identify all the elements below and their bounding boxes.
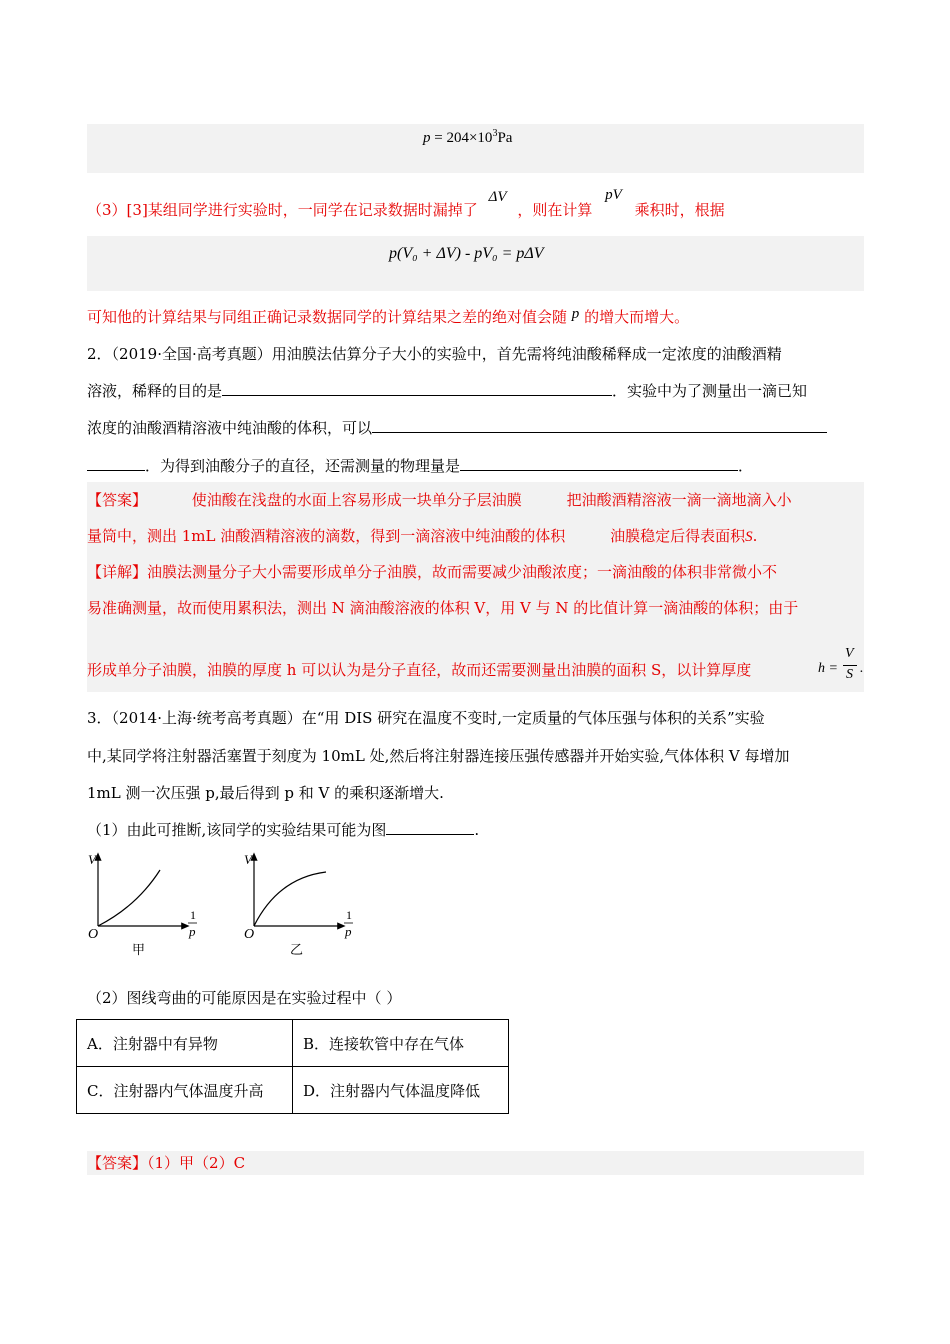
curve-yi	[254, 872, 326, 926]
detail2-line3: 形成单分子油膜，油膜的厚度 h 可以认为是分子直径，故而还需要测量出油膜的面积 S，以计算厚度	[87, 661, 752, 679]
q2-line2: 溶液，稀释的目的是 ．实验中为了测量出一滴已知	[87, 382, 808, 400]
options-table	[76, 1019, 509, 1114]
answer3-line: 【答案】（1）甲（2）C	[87, 1154, 246, 1172]
options-row	[77, 1067, 509, 1114]
caption-jia: 甲	[132, 943, 146, 958]
detail2-line1: 【详解】油膜法测量分子大小需要形成单分子油膜，故而需要减少油酸浓度；一滴油酸的体积非常微小不	[87, 563, 778, 581]
options-row	[77, 1020, 509, 1067]
formula-delta: p(V₀ + ΔV) - pV₀ = pΔV	[389, 245, 544, 262]
q2-blank-2-cont[interactable]	[87, 456, 145, 471]
delta-v-symbol: ΔV	[488, 189, 507, 205]
conclusion-line: 可知他的计算结果与同组正确记录数据同学的计算结果之差的绝对值会随 p 的增大而增大。	[87, 306, 690, 326]
y-label: V	[88, 852, 96, 867]
x-label-den: p	[189, 924, 196, 939]
q3-line3: 1mL 测一次压强 p,最后得到 p 和 V 的乘积逐渐增大.	[87, 784, 444, 802]
q3-sub2: （2）图线弯曲的可能原因是在实验过程中（ ）	[87, 989, 402, 1007]
x-label-num: 1	[190, 908, 196, 922]
origin-label: O	[88, 927, 99, 942]
formula-block-2	[87, 236, 864, 291]
y-label: V	[244, 852, 252, 867]
x-label-num: 1	[346, 908, 352, 922]
q2-blank-2[interactable]	[372, 418, 827, 433]
pv-symbol: pV	[605, 187, 622, 203]
q3-line2: 中,某同学将注射器活塞置于刻度为 10mL 处,然后将注射器连接压强传感器并开始实验,气体体积 V 每增加	[87, 747, 790, 765]
q2-blank-1[interactable]	[222, 381, 612, 396]
caption-yi: 乙	[290, 943, 304, 958]
q3-sub1: （1）由此可推断,该同学的实验结果可能为图 .	[87, 821, 480, 839]
q2-line4: ．为得到油酸分子的直径，还需测量的物理量是 ．	[87, 456, 753, 476]
answer2-line1: 【答案】 使油酸在浅盘的水面上容易形成一块单分子层油膜 把油酸酒精溶液一滴一滴地滴入小	[87, 491, 792, 509]
option-d[interactable]: D．注射器内气体温度降低	[293, 1067, 509, 1114]
answer2-line2: 量筒中，测出 1mL 油酸酒精溶液的滴数，得到一滴溶液中纯油酸的体积 油膜稳定后得表面积S.	[87, 527, 758, 545]
q2-line1: 2．（2019·全国·高考真题）用油膜法估算分子大小的实验中，首先需将纯油酸稀释成一定浓度的油酸酒精	[87, 345, 782, 363]
q3-blank-1[interactable]	[386, 820, 474, 835]
graph-yi	[238, 846, 368, 966]
formula-block-1	[87, 124, 864, 173]
graph-jia	[82, 846, 212, 966]
option-a[interactable]: A．注射器中有异物	[77, 1020, 293, 1067]
q2-blank-3[interactable]	[460, 456, 738, 471]
origin-label: O	[244, 927, 255, 942]
q3-line1: 3．（2014·上海·统考高考真题）在“用 DIS 研究在温度不变时,一定质量的气体压强与体积的关系”实验	[87, 709, 765, 727]
option-c[interactable]: C．注射器内气体温度升高	[77, 1067, 293, 1114]
curve-jia	[98, 870, 160, 926]
x-label-den: p	[345, 924, 352, 939]
q2-line3: 浓度的油酸酒精溶液中纯油酸的体积，可以	[87, 418, 827, 438]
formula-pressure: $p = 204\times 10^3Pa$	[423, 128, 513, 146]
option-b[interactable]: B．连接软管中存在气体	[293, 1020, 509, 1067]
detail2-line2: 易准确测量，故而使用累积法，测出 N 滴油酸溶液的体积 V，用 V 与 N 的比值计算一滴油酸的体积；由于	[87, 599, 799, 617]
part3-line: （3）[3]某组同学进行实验时，一同学在记录数据时漏掉了 ΔV ，则在计算 pV 乘积时，根据	[87, 187, 725, 219]
